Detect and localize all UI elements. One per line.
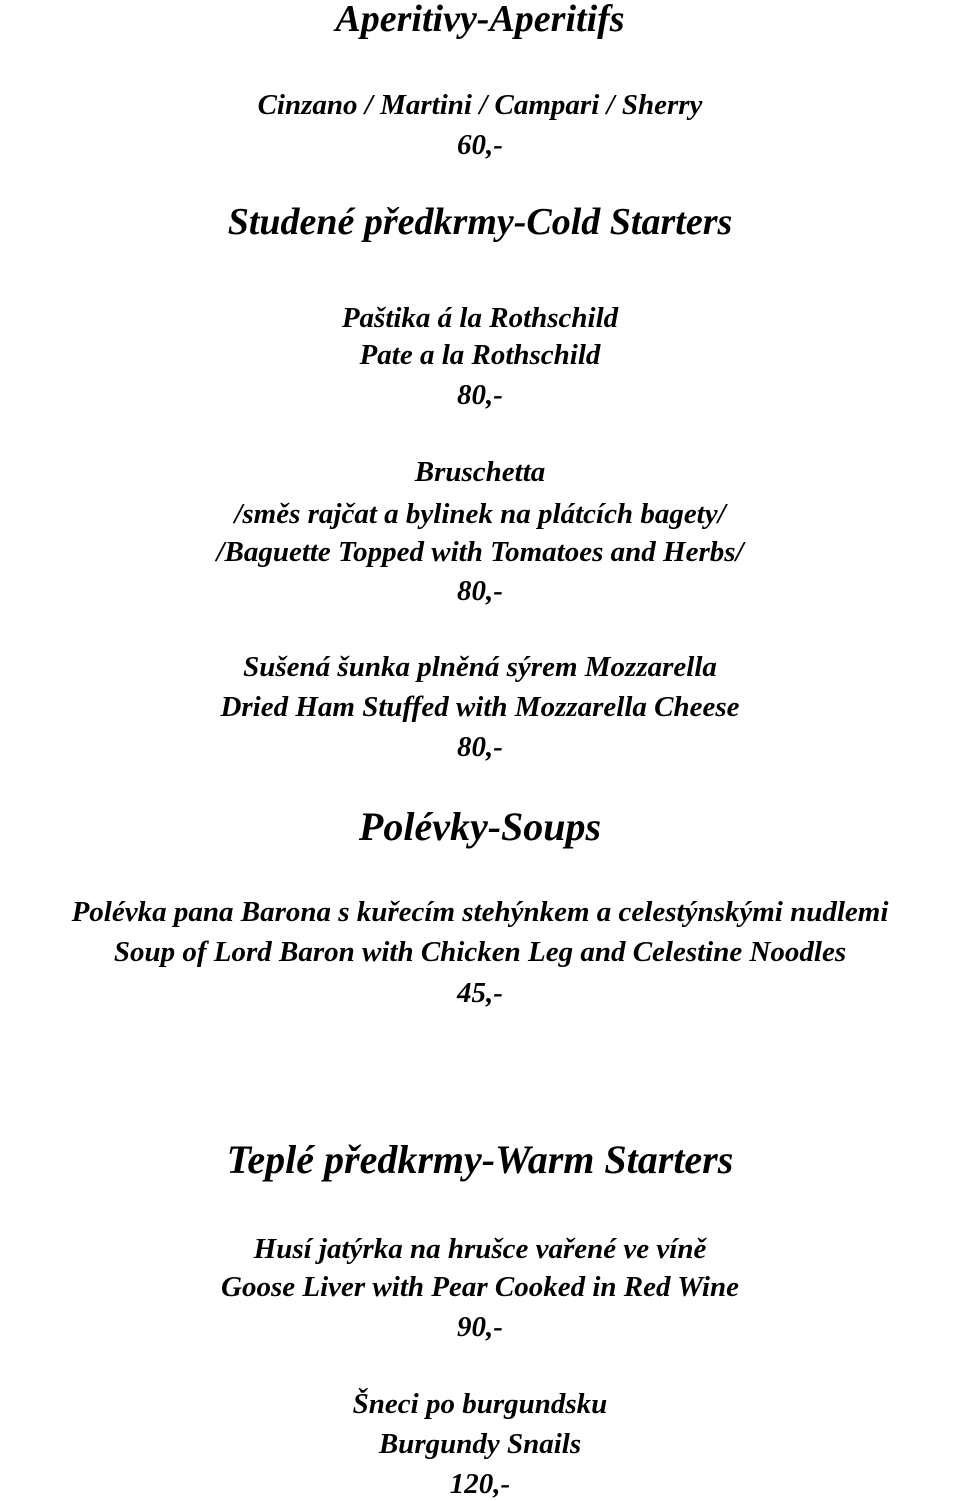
menu-item-name-en: Burgundy Snails [378, 1428, 582, 1460]
menu-item-name-cz: Polévka pana Barona s kuřecím stehýnkem a celestýnskými nudlemi [71, 896, 889, 928]
menu-item-description-cz: /směs rajčat a bylinek na plátcích bagety/ [234, 498, 726, 530]
menu-item-name-cz: Šneci po burgundsku [352, 1388, 608, 1420]
menu-item-description-en: /Baguette Topped with Tomatoes and Herbs/ [216, 536, 744, 568]
menu-item-price: 80,- [457, 575, 503, 607]
menu-item-price: 90,- [457, 1311, 503, 1343]
menu-item-price: 120,- [449, 1468, 511, 1500]
menu-item-price: 45,- [457, 977, 503, 1009]
menu-item-name: Bruschetta [414, 456, 546, 488]
menu-item-name-cz: Sušená šunka plněná sýrem Mozzarella [243, 651, 717, 683]
menu-item-name-en: Dried Ham Stuffed with Mozzarella Cheese [220, 691, 740, 723]
menu-item-name-cz: Paštika á la Rothschild [341, 302, 619, 334]
menu-item-price: 60,- [457, 129, 503, 161]
menu-item-name: Cinzano / Martini / Campari / Sherry [257, 89, 703, 121]
menu-item-price: 80,- [457, 731, 503, 763]
menu-item-name-en: Goose Liver with Pear Cooked in Red Wine [221, 1271, 739, 1303]
menu-item-price: 80,- [457, 379, 503, 411]
section-heading-soups: Polévky-Soups [358, 804, 602, 849]
section-heading-warm-starters: Teplé předkrmy-Warm Starters [226, 1137, 734, 1182]
menu-item-name-cz: Husí jatýrka na hrušce vařené ve víně [253, 1233, 707, 1265]
menu-item-name-en: Pate a la Rothschild [359, 339, 601, 371]
menu-item-name-en: Soup of Lord Baron with Chicken Leg and Celestine Noodles [113, 936, 847, 968]
section-heading-aperitifs: Aperitivy-Aperitifs [335, 0, 625, 40]
section-heading-cold-starters: Studené předkrmy-Cold Starters [227, 201, 733, 243]
